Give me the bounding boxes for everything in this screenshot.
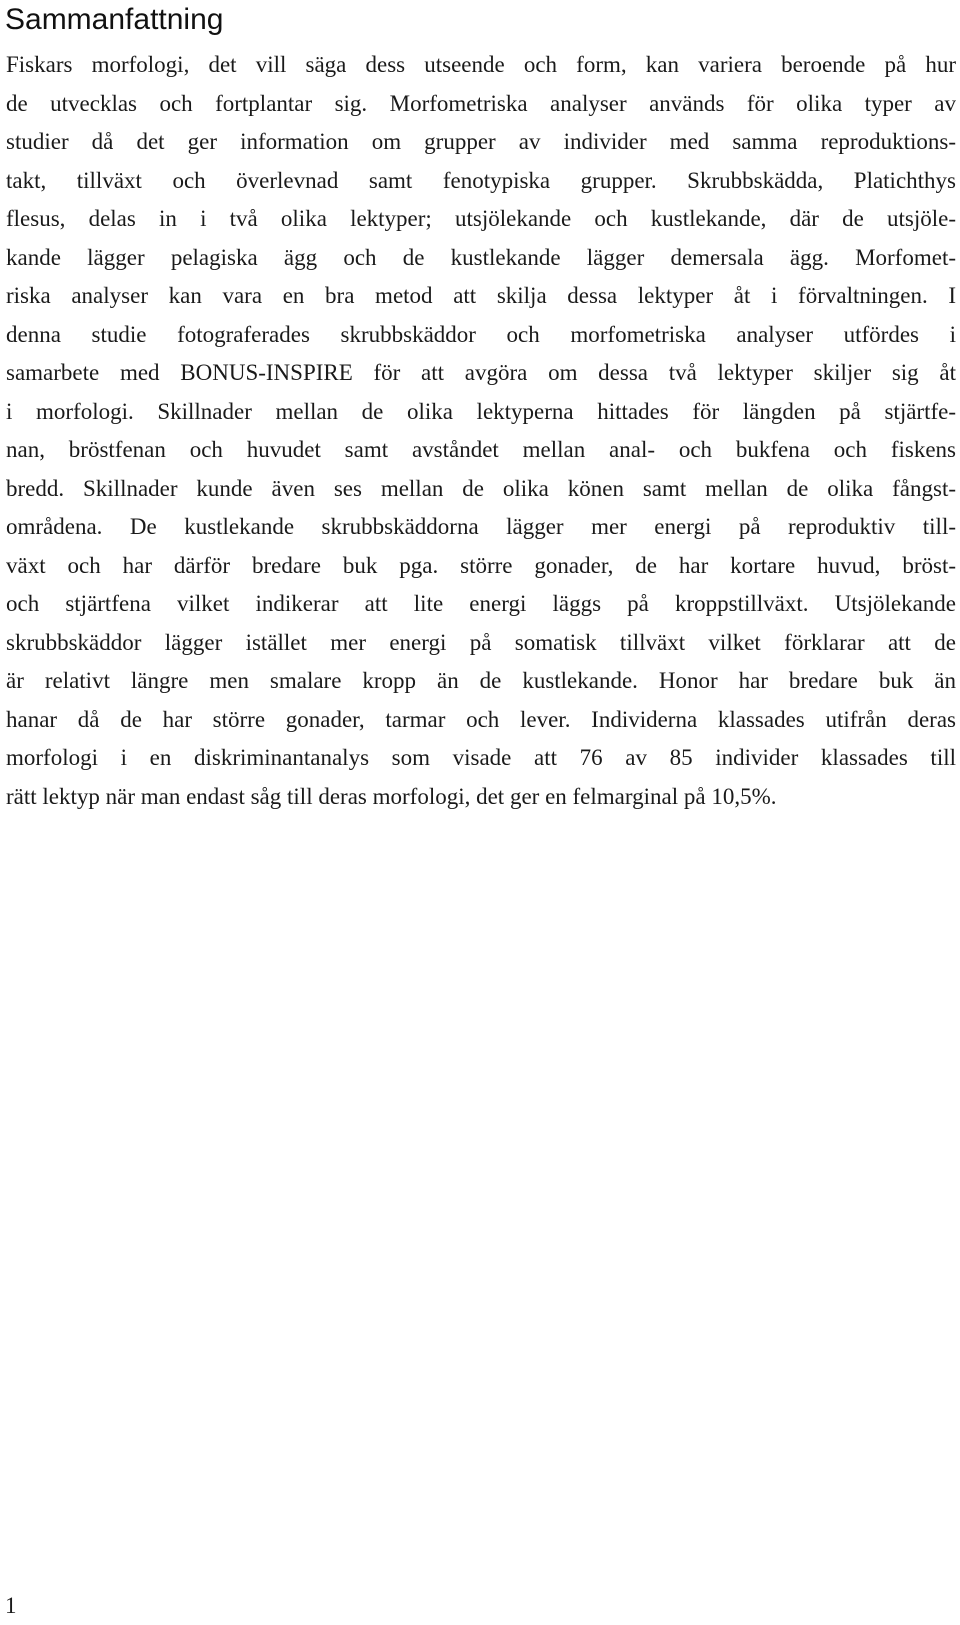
summary-line-20: rätt lektyp när man endast såg till deras morfologi, det ger en felmarginal på 10,5%. (6, 783, 777, 809)
summary-line-10: i morfologi. Skillnader mellan de olika lektyperna hittades för längden på stjärtfe- (6, 398, 956, 424)
summary-line-17: är relativt längre men smalare kropp än de kustlekande. Honor har bredare buk än (6, 668, 956, 693)
section-heading: Sammanfattning (5, 3, 224, 36)
summary-line-11: nan, bröstfenan och huvudet samt avståndet mellan anal- och bukfena och fiskens (6, 437, 956, 462)
summary-line-16: skrubbskäddor lägger istället mer energi på somatisk tillväxt vilket förklarar att de (6, 629, 956, 655)
summary-line-3: studier då det ger information om grupper av individer med samma reproduktions- (6, 129, 956, 154)
summary-line-6: kande lägger pelagiska ägg och de kustlekande lägger demersala ägg. Morfomet- (6, 244, 956, 270)
page-number: 1 (5, 1593, 17, 1618)
summary-line-8: denna studie fotograferades skrubbskäddor och morfometriska analyser utfördes i (6, 321, 956, 347)
summary-line-4: takt, tillväxt och överlevnad samt fenotypiska grupper. Skrubbskädda, Platichthys (6, 167, 956, 193)
summary-line-15: och stjärtfena vilket indikerar att lite energi läggs på kroppstillväxt. Utsjölekande (6, 591, 956, 616)
summary-line-14: växt och har därför bredare buk pga. större gonader, de har kortare huvud, bröst- (6, 552, 956, 578)
summary-line-13: områdena. De kustlekande skrubbskäddorna lägger mer energi på reproduktiv till- (6, 514, 956, 539)
summary-line-7: riska analyser kan vara en bra metod att skilja dessa lektyper åt i förvaltningen. I (6, 283, 956, 308)
summary-paragraph (6, 46, 956, 816)
summary-line-2: de utvecklas och fortplantar sig. Morfometriska analyser används för olika typer av (6, 90, 956, 116)
summary-line-12: bredd. Skillnader kunde även ses mellan de olika könen samt mellan de olika fångst- (6, 475, 956, 501)
summary-line-9: samarbete med BONUS-INSPIRE för att avgöra om dessa två lektyper skiljer sig åt (6, 360, 956, 385)
summary-line-1: Fiskars morfologi, det vill säga dess utseende och form, kan variera beroende på hur (6, 52, 956, 77)
summary-line-18: hanar då de har större gonader, tarmar och lever. Individerna klassades utifrån deras (6, 706, 956, 732)
summary-line-19: morfologi i en diskriminantanalys som visade att 76 av 85 individer klassades till (6, 745, 956, 770)
summary-line-5: flesus, delas in i två olika lektyper; utsjölekande och kustlekande, där de utsjöle- (6, 206, 956, 231)
